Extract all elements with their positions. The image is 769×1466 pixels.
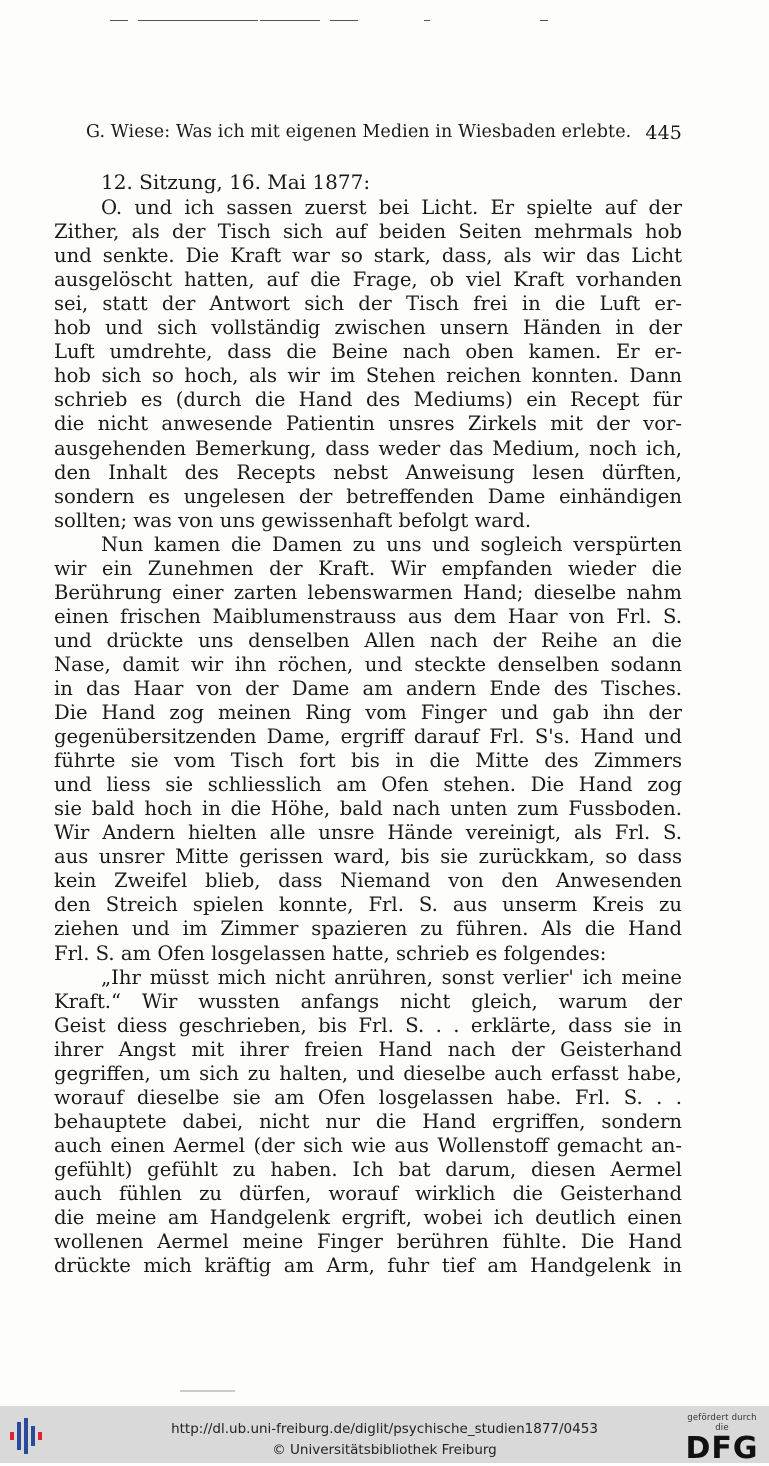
top-edge-rule [110,16,560,24]
permalink-url[interactable]: http://dl.ub.uni-freiburg.de/diglit/psychische_studien1877/0453 [171,1421,598,1437]
text-line: aus unsrer Mitte gerissen ward, bis sie zurückkam, so dass [54,845,682,869]
text-line: Luft umdrehte, dass die Beine nach oben kamen. Er er- [54,340,682,364]
text-line: sie bald hoch in die Höhe, bald nach unten zum Fussboden. [54,797,682,821]
text-line: „Ihr müsst mich nicht anrühren, sonst verlier' ich meine [101,965,682,989]
funding-note: gefördert durch die [687,1413,757,1433]
text-line: wollenen Aermel meine Finger berühren fühlte. Die Hand [54,1230,682,1254]
text-line: und senkte. Die Kraft war so stark, dass, als wir das Licht [54,244,682,268]
session-heading: 12. Sitzung, 16. Mai 1877: [101,170,371,194]
dfg-logo[interactable] [684,1413,760,1465]
text-line: die meine am Handgelenk ergrift, wobei ich deutlich einen [54,1206,682,1230]
running-header [86,122,682,144]
text-lines [54,196,682,1278]
text-line: ihrer Angst mit ihrer freien Hand nach der Geisterhand [54,1037,682,1061]
text-line: wir ein Zunehmen der Kraft. Wir empfanden wieder die [54,556,682,580]
text-line: den Streich spielen konnte, Frl. S. aus unserm Kreis zu [54,893,682,917]
text-line: sei, statt der Antwort sich der Tisch frei in die Luft er- [54,292,682,316]
text-line: Nase, damit wir ihn röchen, und steckte denselben sodann [54,652,682,676]
text-line: worauf dieselbe sie am Ofen losgelassen habe. Frl. S. . . [54,1085,682,1109]
text-line: gegriffen, um sich zu halten, und dieselbe auch erfasst habe, [54,1061,682,1085]
text-line: und drückte uns denselben Allen nach der Reihe an die [54,628,682,652]
text-line: auch fühlen zu dürfen, worauf wirklich die Geisterhand [54,1181,682,1205]
text-line: schrieb es (durch die Hand des Mediums) ein Recept für [54,388,682,412]
text-line: Berührung einer zarten lebenswarmen Hand; dieselbe nahm [54,580,682,604]
body-text [54,170,682,1278]
text-line: kein Zweifel blieb, dass Niemand von den Anwesenden [54,869,682,893]
text-line: ausgehenden Bemerkung, dass weder das Medium, noch ich, [54,436,682,460]
page-number: 445 [645,122,682,144]
text-line: Wir Andern hielten alle unsre Hände vereinigt, als Frl. S. [54,821,682,845]
text-line: behauptete dabei, nicht nur die Hand ergriffen, sondern [54,1109,682,1133]
viewer-footer [0,1406,769,1466]
text-line: hob sich so hoch, als wir im Stehen reichen konnten. Dann [54,364,682,388]
text-line: gegenübersitzenden Dame, ergriff darauf Frl. S's. Hand und [54,725,682,749]
text-line: und liess sie schliesslich am Ofen stehen. Die Hand zog [54,773,682,797]
text-line: den Inhalt des Recepts nebst Anweisung lesen dürften, [54,460,682,484]
text-line: auch einen Aermel (der sich wie aus Wollenstoff gemacht an- [54,1133,682,1157]
text-line: hob und sich vollständig zwischen unsern Händen in der [54,316,682,340]
text-line: einen frischen Maiblumenstrauss aus dem Haar von Frl. S. [54,604,682,628]
text-line: O. und ich sassen zuerst bei Licht. Er spielte auf der [101,196,682,220]
text-line: sondern es ungelesen der betreffenden Dame einhändigen [54,484,682,508]
text-line: Kraft.“ Wir wussten anfangs nicht gleich, warum der [54,989,682,1013]
text-line: Zither, als der Tisch sich auf beiden Seiten mehrmals hob [54,220,682,244]
text-line: Frl. S. am Ofen losgelassen hatte, schrieb es folgendes: [54,941,607,965]
text-line: die nicht anwesende Patientin unsres Zirkels mit der vor- [54,412,682,436]
bottom-edge-mark [180,1390,235,1392]
text-line: ziehen und im Zimmer spazieren zu führen. Als die Hand [54,917,682,941]
text-line: gefühlt) gefühlt zu haben. Ich bat darum, diesen Aermel [54,1157,682,1181]
text-line: ausgelöscht hatten, auf die Frage, ob viel Kraft vorhanden [54,268,682,292]
copyright-notice: © Universitätsbibliothek Freiburg [272,1442,497,1458]
text-line: drückte mich kräftig am Arm, fuhr tief am Handgelenk in [54,1254,682,1278]
dfg-logo-text: DFG [685,1431,759,1466]
text-line: Nun kamen die Damen zu uns und sogleich verspürten [101,532,682,556]
running-title: G. Wiese: Was ich mit eigenen Medien in Wiesbaden erlebte. [86,122,632,142]
text-line: Die Hand zog meinen Ring vom Finger und gab ihn der [54,701,682,725]
text-line: in das Haar von der Dame am andern Ende des Tisches. [54,676,682,700]
text-line: führte sie vom Tisch fort bis in die Mitte des Zimmers [54,749,682,773]
text-line: sollten; was von uns gewissenhaft befolgt ward. [54,508,532,532]
text-line: Geist diess geschrieben, bis Frl. S. . . erklärte, dass sie in [54,1013,682,1037]
